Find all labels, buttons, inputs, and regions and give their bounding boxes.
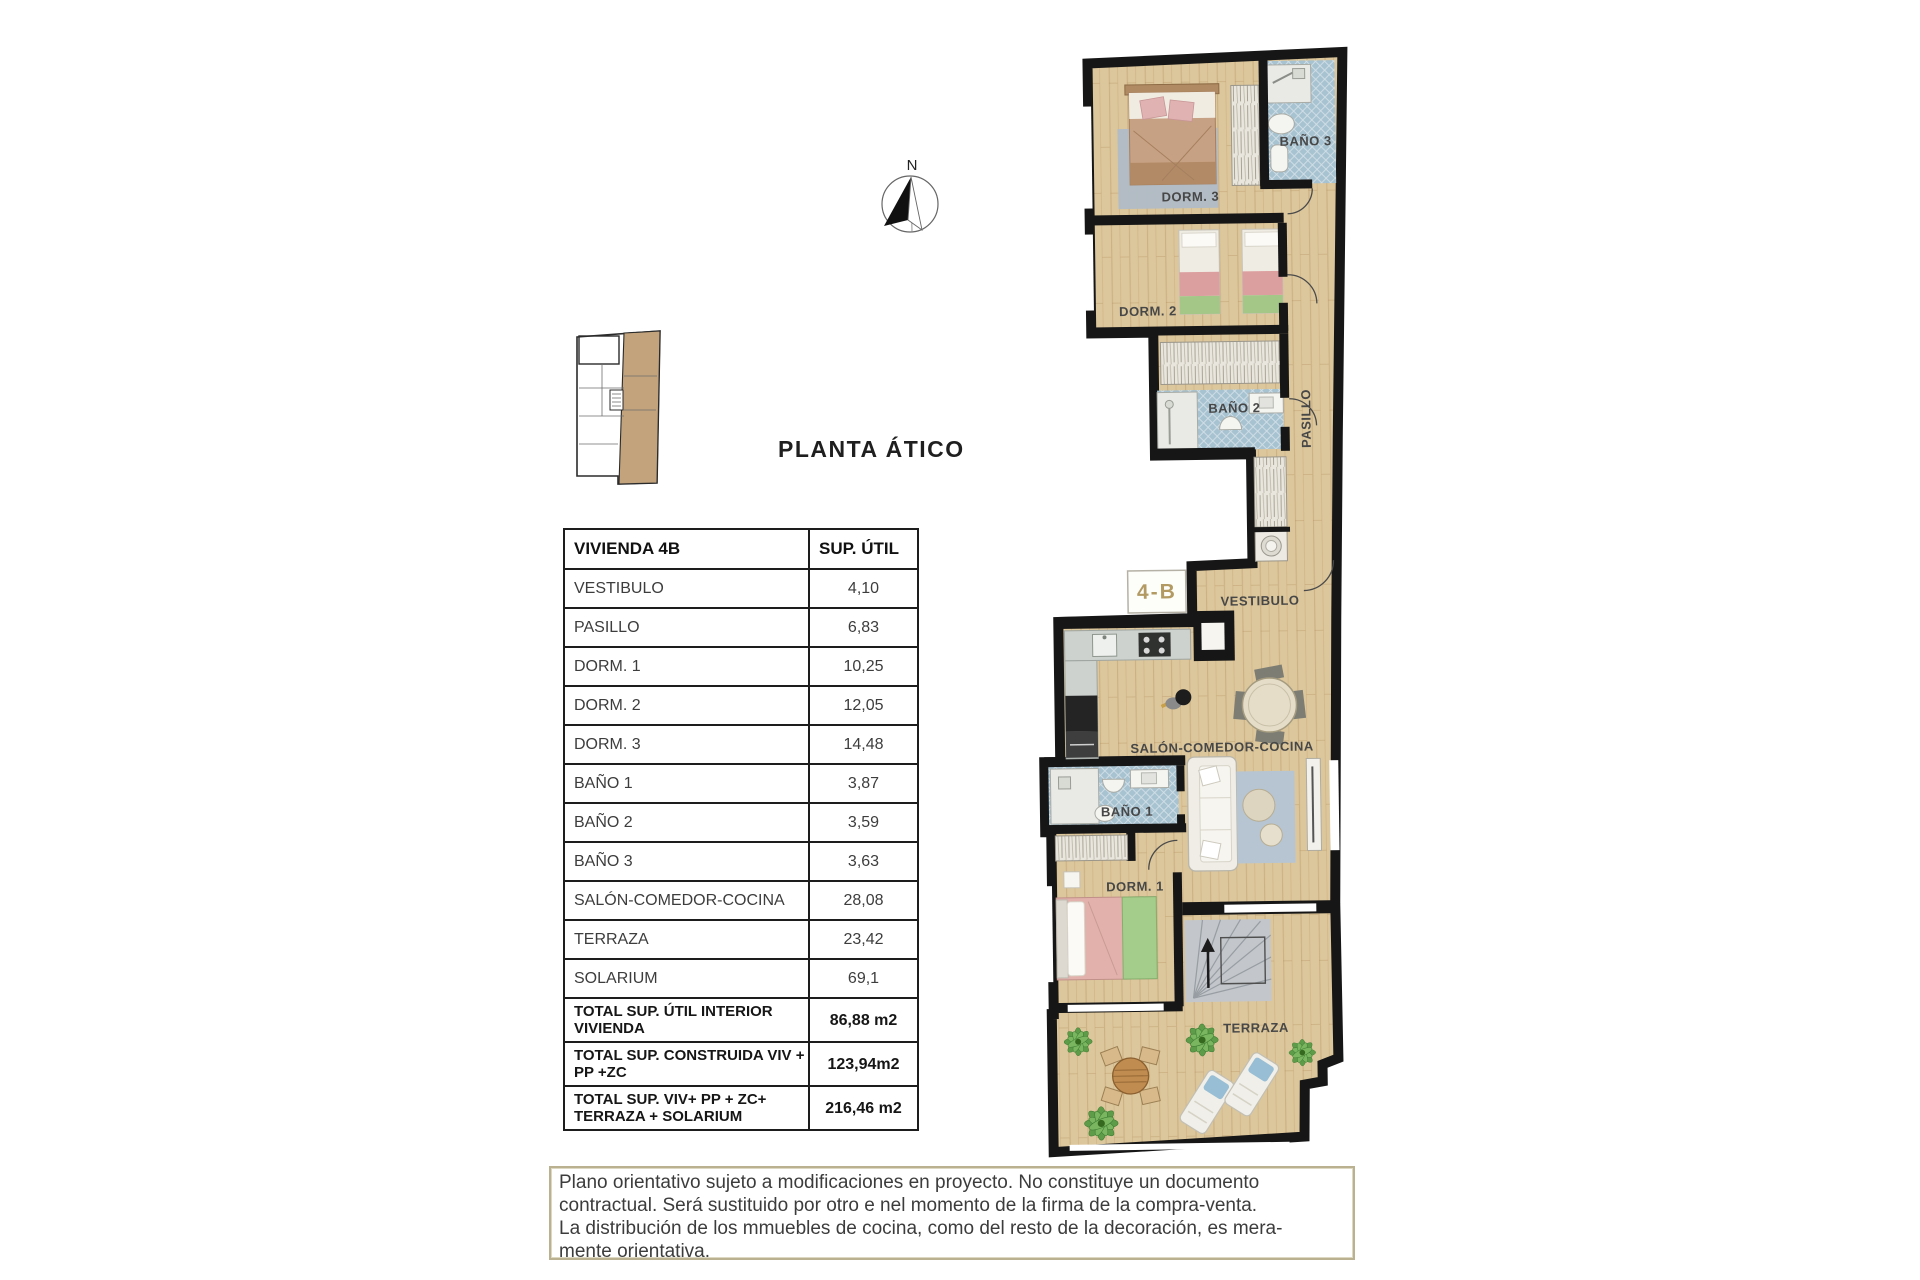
washer-cabinet	[1255, 531, 1287, 561]
room-label-pasillo: PASILLO	[1298, 388, 1314, 449]
building-key-plan	[574, 328, 668, 488]
terrace-plant	[1084, 1106, 1118, 1140]
terrace-plant	[1289, 1039, 1316, 1066]
table-row: BAÑO 1 3,87	[564, 764, 918, 803]
dorm1-closet	[1055, 835, 1127, 861]
compass-north-indicator	[852, 132, 972, 252]
compass-n-label: N	[906, 157, 918, 174]
room-label-dorm2: DORM. 2	[1119, 303, 1177, 320]
room-label-dorm3: DORM. 3	[1161, 188, 1220, 205]
table-row: DORM. 1 10,25	[564, 647, 918, 686]
room-label-dorm1: DORM. 1	[1106, 878, 1164, 895]
table-row: PASILLO 6,83	[564, 608, 918, 647]
table-row: DORM. 2 12,05	[564, 686, 918, 725]
room-label-bano3: BAÑO 3	[1279, 133, 1332, 149]
disclaimer-line: Plano orientativo sujeto a modificaciones en proyecto. No constituye un documento	[559, 1172, 1260, 1193]
areas-table	[563, 528, 919, 1131]
table-row: TERRAZA 23,42	[564, 920, 918, 959]
disclaimer-line: mente orientativa.	[559, 1241, 711, 1262]
table-row: BAÑO 3 3,63	[564, 842, 918, 881]
table-row: DORM. 3 14,48	[564, 725, 918, 764]
table-header-row	[564, 529, 918, 569]
table-row: SALÓN-COMEDOR-COCINA 28,08	[564, 881, 918, 920]
dorm3-bed	[1125, 84, 1220, 185]
room-label-bano2: BAÑO 2	[1208, 400, 1261, 416]
sofa	[1187, 757, 1238, 872]
salon-rug	[1236, 771, 1295, 864]
tv-unit	[1306, 758, 1321, 850]
page-title: PLANTA ÁTICO	[778, 436, 965, 462]
hall-closet	[1254, 457, 1287, 527]
table-row: SOLARIUM 69,1	[564, 959, 918, 998]
table-header-unit: VIVIENDA 4B	[564, 529, 809, 569]
disclaimer-line: contractual. Será sustituido por otro e nel momento de la firma de la compra-venta.	[559, 1195, 1258, 1216]
compass-needle-icon	[884, 177, 911, 226]
terrace-plant	[1064, 1028, 1092, 1056]
disclaimer-line: La distribución de los mmuebles de cocina, como del resto de la decoración, es mera-	[559, 1218, 1283, 1239]
unit-label: 4-B	[1136, 580, 1177, 604]
keyplan-unit-highlight	[619, 331, 660, 484]
table-total-row: TOTAL SUP. CONSTRUIDA VIV + PP +ZC 123,94m2	[564, 1042, 918, 1086]
room-label-terraza: TERRAZA	[1223, 1019, 1289, 1036]
room-label-salon: SALÓN-COMEDOR-COCINA	[1130, 738, 1314, 756]
unit-tag	[1128, 570, 1187, 613]
floor-plan	[1020, 38, 1365, 1168]
room-label-bano1: BAÑO 1	[1100, 803, 1154, 820]
dorm2-wardrobe	[1160, 341, 1283, 385]
kitchen-niche	[1201, 623, 1224, 650]
terrace-plant	[1186, 1024, 1219, 1057]
room-label-vestibulo: VESTIBULO	[1220, 592, 1300, 609]
table-row: VESTIBULO 4,10	[564, 569, 918, 608]
table-total-row: TOTAL SUP. ÚTIL INTERIOR VIVIENDA 86,88 m2	[564, 998, 918, 1042]
disclaimer-box	[549, 1166, 1355, 1260]
table-row: BAÑO 2 3,59	[564, 803, 918, 842]
table-total-row: TOTAL SUP. VIV+ PP + ZC+ TERRAZA + SOLARIUM 216,46 m2	[564, 1086, 918, 1130]
table-header-sup: SUP. ÚTIL	[809, 529, 918, 569]
stairs-to-solarium	[1184, 919, 1271, 1002]
dorm3-wardrobe	[1231, 85, 1260, 185]
